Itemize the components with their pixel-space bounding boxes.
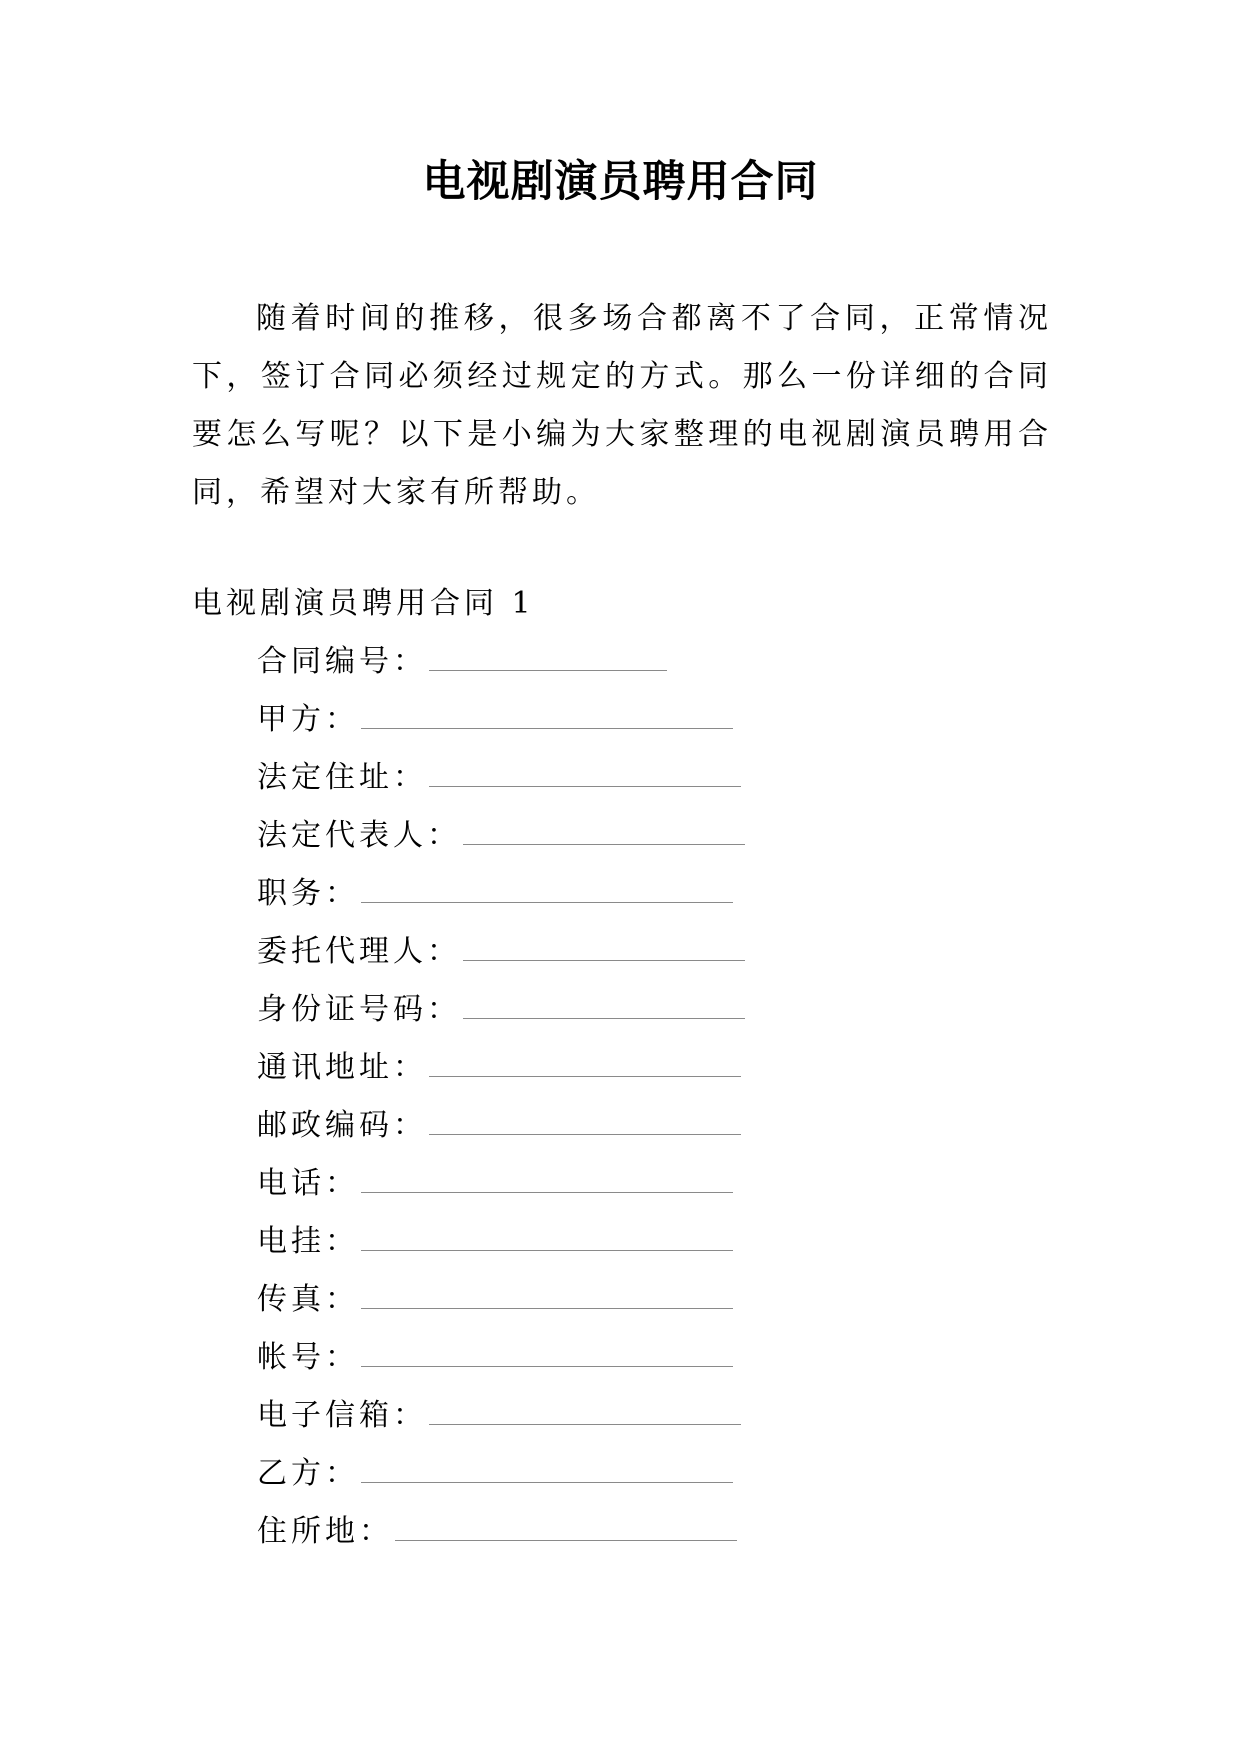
field-label: 委托代理人： <box>257 934 461 969</box>
field-legal-address <box>257 756 745 814</box>
field-label: 通讯地址： <box>257 1050 427 1085</box>
blank-line <box>463 930 745 961</box>
blank-line <box>361 1336 733 1367</box>
field-phone <box>257 1162 745 1220</box>
field-label: 电子信箱： <box>257 1398 427 1433</box>
intro-paragraph: 随着时间的推移，很多场合都离不了合同，正常情况下，签订合同必须经过规定的方式。那么一份详细的合同要怎么写呢？以下是小编为大家整理的电视剧演员聘用合同，希望对大家有所帮助。 <box>192 301 1052 510</box>
field-id-number <box>257 988 745 1046</box>
field-label: 电话： <box>257 1166 359 1201</box>
blank-line <box>429 1104 741 1135</box>
blank-line <box>361 698 733 729</box>
field-party-a <box>257 698 745 756</box>
section-title: 电视剧演员聘用合同 1 <box>192 586 535 621</box>
field-label: 乙方： <box>257 1456 359 1491</box>
blank-line <box>463 988 745 1019</box>
field-label: 电挂： <box>257 1224 359 1259</box>
field-authorized-agent <box>257 930 745 988</box>
field-label: 邮政编码： <box>257 1108 427 1143</box>
field-telegram <box>257 1220 745 1278</box>
field-label: 帐号： <box>257 1340 359 1375</box>
field-label: 合同编号： <box>257 644 427 679</box>
field-label: 住所地： <box>257 1514 393 1549</box>
blank-line <box>395 1510 737 1541</box>
field-label: 职务： <box>257 876 359 911</box>
blank-line <box>361 1162 733 1193</box>
field-residence <box>257 1510 745 1568</box>
blank-line <box>361 1220 733 1251</box>
field-contract-number <box>257 640 745 698</box>
blank-line <box>429 1046 741 1077</box>
field-position <box>257 872 745 930</box>
field-label: 法定住址： <box>257 760 427 795</box>
blank-line <box>361 872 733 903</box>
field-email <box>257 1394 745 1452</box>
blank-line <box>361 1452 733 1483</box>
blank-line <box>463 814 745 845</box>
field-account <box>257 1336 745 1394</box>
blank-line <box>429 640 667 671</box>
contract-fields-list <box>257 640 745 1568</box>
field-mailing-address <box>257 1046 745 1104</box>
blank-line <box>361 1278 733 1309</box>
field-label: 法定代表人： <box>257 818 461 853</box>
field-legal-representative <box>257 814 745 872</box>
blank-line <box>429 1394 741 1425</box>
field-fax <box>257 1278 745 1336</box>
field-postal-code <box>257 1104 745 1162</box>
field-label: 甲方： <box>257 702 359 737</box>
blank-line <box>429 756 741 787</box>
field-label: 身份证号码： <box>257 992 461 1027</box>
field-label: 传真： <box>257 1282 359 1317</box>
document-title: 电视剧演员聘用合同 <box>422 157 819 207</box>
field-party-b <box>257 1452 745 1510</box>
